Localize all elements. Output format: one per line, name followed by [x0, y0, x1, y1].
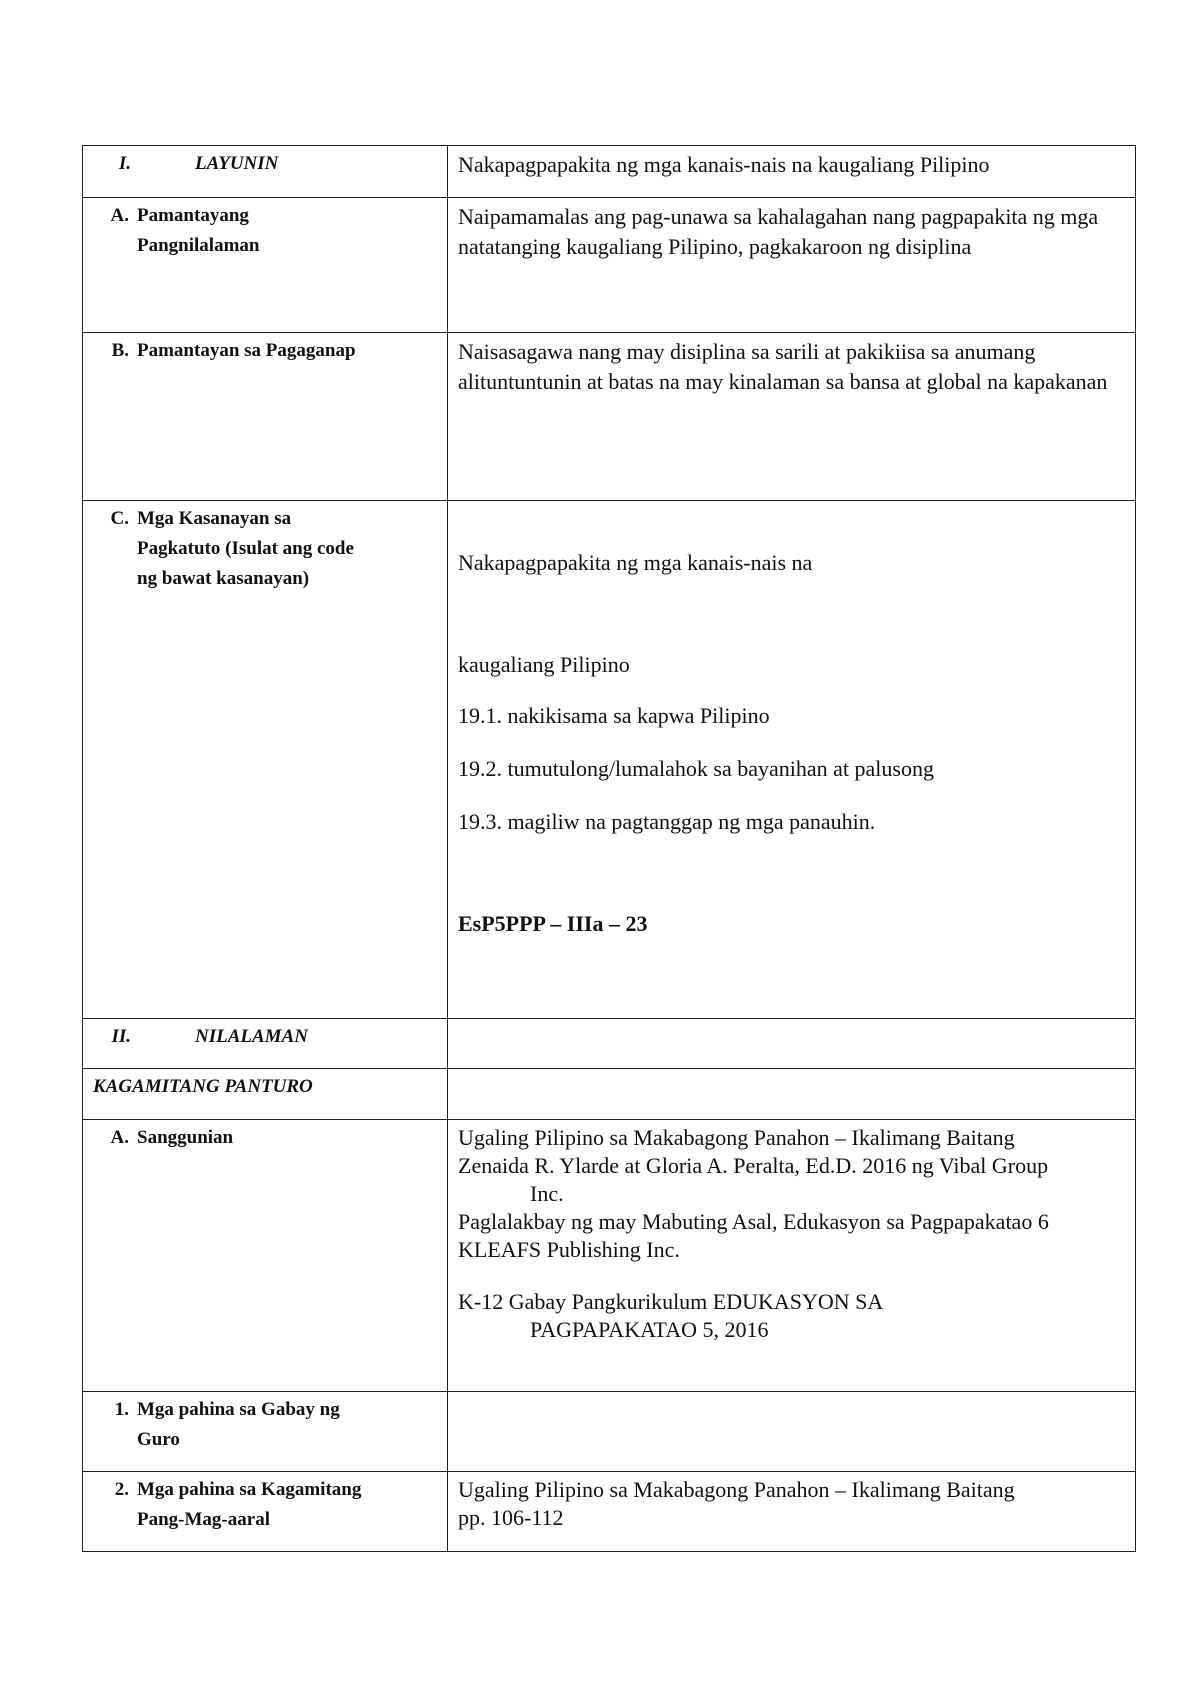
gabay-value-cell — [448, 1392, 1136, 1472]
gabay-label-line2: Guro — [137, 1429, 180, 1450]
pagaganap-value-cell — [448, 333, 1136, 501]
kasanayan-value-cell — [448, 501, 1136, 1019]
gabay-label-cell — [83, 1392, 448, 1472]
kasanayan-line2: kaugaliang Pilipino — [458, 652, 630, 677]
sanggunian-label: Sanggunian — [137, 1127, 234, 1148]
sanggunian-label-cell — [83, 1120, 448, 1392]
kasanayan-code: EsP5PPP – IIIa – 23 — [458, 911, 648, 936]
nilalaman-value-cell — [448, 1019, 1136, 1069]
sanggunian-number: A. — [110, 1127, 129, 1148]
row-gabay-ng-guro — [83, 1392, 1136, 1472]
layunin-label-cell — [83, 146, 448, 198]
ref1-line1: Ugaling Pilipino sa Makabagong Panahon – Ikalimang Baitang — [458, 1125, 1015, 1150]
kagamitang-label-cell — [83, 1069, 448, 1120]
gabay-number: 1. — [114, 1399, 129, 1420]
row-kasanayan — [83, 501, 1136, 1019]
kasanayan-label-line1: Mga Kasanayan sa — [137, 508, 292, 529]
kasanayan-item3: 19.3. magiliw na pagtanggap ng mga panauhin. — [458, 809, 876, 834]
row-kagamitang-pang-mag-aaral — [83, 1472, 1136, 1552]
pagaganap-label: Pamantayan sa Pagaganap — [137, 340, 356, 361]
pagaganap-value: Naisasagawa nang may disiplina sa sarili at pakikiisa sa anumang alituntuntunin at batas na may kinalaman sa bansa at global na kapakanan — [458, 339, 1108, 394]
row-nilalaman — [83, 1019, 1136, 1069]
layunin-value: Nakapagpapakita ng mga kanais-nais na kaugaliang Pilipino — [458, 152, 990, 177]
pagaganap-number: B. — [111, 340, 129, 361]
row-sanggunian — [83, 1120, 1136, 1392]
nilalaman-label-cell — [83, 1019, 448, 1069]
ref1-line3: Inc. — [530, 1181, 564, 1206]
layunin-label: LAYUNIN — [195, 153, 279, 174]
mag-aaral-label-line2: Pang-Mag-aaral — [137, 1509, 270, 1530]
kagamitang-panturo-label: KAGAMITANG PANTURO — [93, 1076, 313, 1097]
mag-aaral-value-line2: pp. 106-112 — [458, 1505, 564, 1530]
kagamitang-value-cell — [448, 1069, 1136, 1120]
row-pamantayang-pangnilalaman — [83, 198, 1136, 333]
kasanayan-label-cell — [83, 501, 448, 1019]
nilalaman-label: NILALAMAN — [195, 1026, 308, 1047]
kasanayan-number: C. — [110, 508, 129, 529]
layunin-value-cell — [448, 146, 1136, 198]
mag-aaral-value-cell — [448, 1472, 1136, 1552]
pangnilalaman-label-line2: Pangnilalaman — [137, 235, 260, 256]
kasanayan-label-line2: Pagkatuto (Isulat ang code — [137, 538, 354, 559]
kasanayan-label-line3: ng bawat kasanayan) — [137, 568, 310, 589]
kasanayan-item1: 19.1. nakikisama sa kapwa Pilipino — [458, 703, 770, 728]
gabay-label-line1: Mga pahina sa Gabay ng — [137, 1399, 340, 1420]
ref2-line1: Paglalakbay ng may Mabuting Asal, Edukasyon sa Pagpapakatao 6 — [458, 1209, 1049, 1234]
mag-aaral-number: 2. — [114, 1479, 129, 1500]
pangnilalaman-value-cell — [448, 198, 1136, 333]
row-kagamitang-panturo — [83, 1069, 1136, 1120]
pangnilalaman-value: Naipamamalas ang pag-unawa sa kahalagahan nang pagpapakita ng mga natatanging kaugaliang Pilipino, pagkakaroon ng disiplina — [458, 204, 1099, 259]
pagaganap-label-cell — [83, 333, 448, 501]
mag-aaral-label-line1: Mga pahina sa Kagamitang — [137, 1479, 362, 1500]
ref3-line2: PAGPAPAKATAO 5, 2016 — [530, 1317, 769, 1342]
sanggunian-value-cell — [448, 1120, 1136, 1392]
pangnilalaman-label-cell — [83, 198, 448, 333]
pangnilalaman-label-line1: Pamantayang — [137, 205, 249, 226]
row-layunin — [83, 146, 1136, 198]
lesson-plan-table — [82, 145, 1136, 1552]
ref3-line1: K-12 Gabay Pangkurikulum EDUKASYON SA — [458, 1289, 884, 1314]
layunin-number: I. — [118, 153, 131, 174]
mag-aaral-label-cell — [83, 1472, 448, 1552]
nilalaman-number: II. — [111, 1026, 131, 1047]
kasanayan-item2: 19.2. tumutulong/lumalahok sa bayanihan at palusong — [458, 756, 934, 781]
kasanayan-line1: Nakapagpapakita ng mga kanais-nais na — [458, 550, 813, 575]
ref2-line2: KLEAFS Publishing Inc. — [458, 1237, 680, 1262]
mag-aaral-value-line1: Ugaling Pilipino sa Makabagong Panahon – Ikalimang Baitang — [458, 1477, 1015, 1502]
row-pamantayan-sa-pagaganap — [83, 333, 1136, 501]
pangnilalaman-number: A. — [110, 205, 129, 226]
ref1-line2: Zenaida R. Ylarde at Gloria A. Peralta, Ed.D. 2016 ng Vibal Group — [458, 1153, 1049, 1178]
